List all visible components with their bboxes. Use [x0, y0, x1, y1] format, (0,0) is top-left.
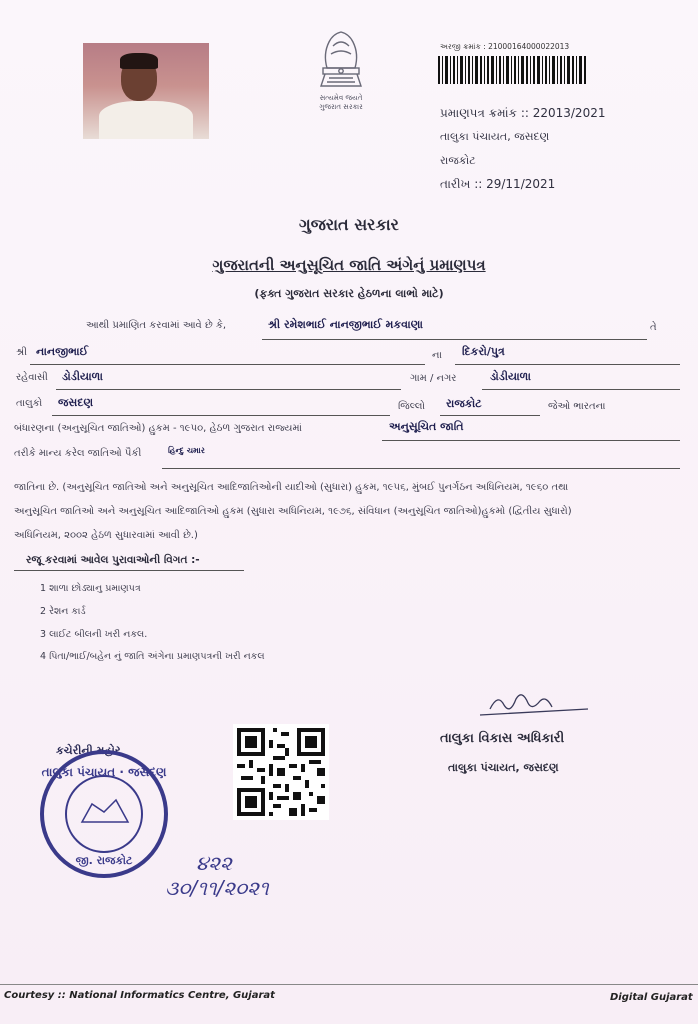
- issuing-district: રાજકોટ: [440, 154, 476, 167]
- evidence-heading: રજૂ કરવામાં આવેલ પુરાવાઓની વિગત :-: [26, 554, 200, 566]
- village-value: ડોડીયાળા: [490, 370, 531, 383]
- applicant-photo: [83, 43, 209, 139]
- shri-label: શ્રી: [16, 347, 28, 358]
- qr-code-icon: [233, 724, 329, 820]
- te-text: તે: [650, 322, 657, 333]
- emblem-government: ગુજરાત સરકાર: [319, 103, 363, 111]
- office-stamp-label: કચેરીની મહોર: [56, 744, 121, 757]
- officer-signature: [470, 685, 590, 725]
- category: અનુસૂચિત જાતિ: [389, 420, 464, 433]
- holder-name: શ્રી રમેશભાઈ નાનજીભાઈ મકવાણા: [268, 318, 424, 331]
- handwritten-number: ૪૨૨: [196, 851, 232, 875]
- application-number: અરજી ક્રમાંક : 21000164000022013: [440, 42, 570, 51]
- father-name: નાનજીભાઈ: [36, 345, 89, 358]
- district-value: રાજકોટ: [446, 397, 482, 410]
- stamp-text: તાલુકા પંચાયત · જસદણ: [41, 765, 167, 779]
- resident-value: ડોડીયાળા: [62, 370, 103, 383]
- office-seal-icon: [34, 742, 174, 882]
- evidence-item: 2 રેશન કાર્ડ: [40, 606, 86, 617]
- barcode-icon: [438, 56, 588, 84]
- evidence-item: 3 લાઈટ બીલની ખરી નકલ.: [40, 629, 148, 640]
- taluka-label: તાલુકો: [16, 398, 43, 409]
- evidence-item: 4 પિતા/ભાઈ/બહેન નું જાતિ અંગેના પ્રમાણપત્રની ખરી નકલ: [40, 651, 265, 662]
- stamp-bottom: જી. રાજકોટ: [75, 854, 133, 867]
- paragraph-line-3: અધિનિયમ, ૨૦૦૨ હેઠળ સુધારવામાં આવી છે.): [14, 530, 198, 541]
- handwritten-date: ૩૦/૧૧/૨૦૨૧: [165, 876, 269, 900]
- paragraph-line-1: જાતિના છે. (અનુસૂચિત જાતિઓ અને અનુસૂચિત આદિજાતિઓની યાદીઓ (સુધારા) હુકમ, ૧૯૫૬, મુંબઈ પુનર્ગઠન અધિનિયમ, ૧૯૬૦ તથા: [14, 482, 569, 493]
- village-label: ગામ / નગર: [410, 373, 457, 384]
- officer-office: તાલુકા પંચાયત, જસદણ: [448, 761, 559, 774]
- evidence-item: 1 શાળા છોડ્યાનુ પ્રમાણપત્ર: [40, 583, 141, 594]
- issue-date: તારીખ :: 29/11/2021: [440, 177, 556, 191]
- caste: હિન્દુ ચમાર: [168, 446, 205, 455]
- order-text: બંધારણના (અનુસૂચિત જાતિઓ) હુકમ - ૧૯૫૦, હેઠળ ગુજરાત રાજ્યમાં: [14, 423, 302, 434]
- taluka-value: જસદણ: [58, 396, 94, 409]
- lion-capital-icon: [311, 24, 371, 94]
- who-label: જેઓ ભારતના: [548, 401, 606, 412]
- recognized-text: તરીકે માન્ય કરેલ જાતિઓ પૈકી: [14, 448, 142, 459]
- na-text: ના: [432, 350, 442, 361]
- footer-brand: Digital Gujarat: [610, 992, 693, 1003]
- certificate-number: પ્રમાણપત્ર ક્રમાંક :: 22013/2021: [440, 106, 606, 120]
- footer-courtesy: Courtesy :: National Informatics Centre, Gujarat: [4, 990, 275, 1001]
- certificate-note: (ફક્ત ગુજરાત સરકાર હેઠળના લાભો માટે): [254, 287, 444, 300]
- legal-paragraph: [14, 476, 684, 548]
- emblem-motto: સત્યમેવ જયતે: [319, 94, 363, 102]
- paragraph-line-2: અનુસૂચિત જાતિઓ અને અનુસૂચિત આદિજાતિઓ હુકમ (સુધારા અધિનિયમ, ૧૯૭૬, સંવિધાન (અનુસૂચિત જાતિઓ)હુકમો (દ્વિતીય સુધારો): [14, 506, 572, 517]
- officer-designation: તાલુકા વિકાસ અધિકારી: [440, 731, 565, 746]
- relation: દિકરો/પુત્ર: [462, 345, 505, 358]
- district-label: જિલ્લો: [398, 401, 425, 412]
- state-emblem: [302, 24, 380, 116]
- certificate-title: ગુજરાતની અનુસૂચિત જાતિ અંગેનું પ્રમાણપત્ર: [212, 256, 486, 274]
- intro-text: આથી પ્રમાણિત કરવામાં આવે છે કે,: [86, 320, 227, 331]
- government-title: ગુજરાત સરકાર: [299, 215, 399, 234]
- resident-label: રહેવાસી: [16, 372, 48, 383]
- issuing-office: તાલુકા પંચાયત, જસદણ: [440, 130, 550, 143]
